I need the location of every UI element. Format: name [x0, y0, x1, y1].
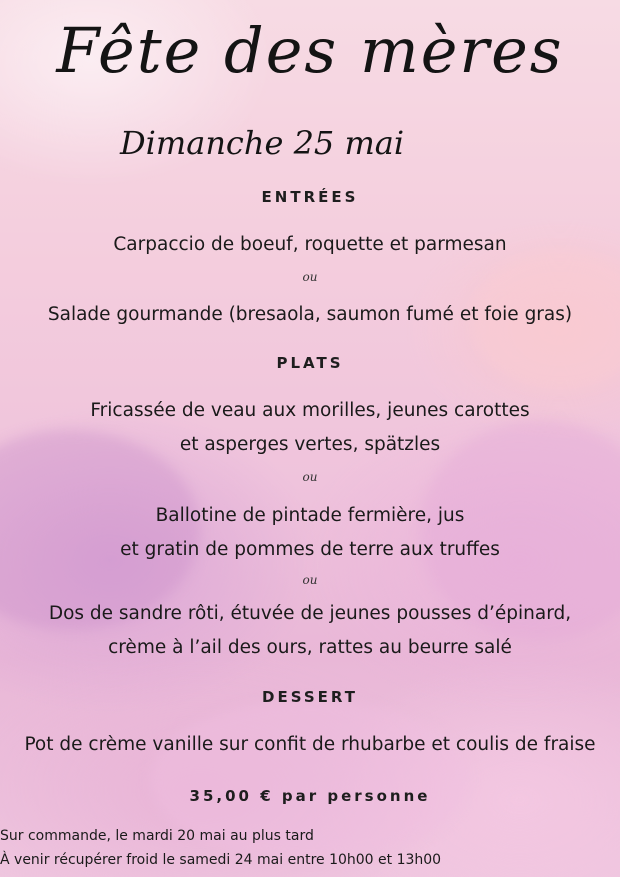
order-note: Sur commande, le mardi 20 mai au plus tard: [0, 828, 314, 844]
section-heading-entrees: ENTRÉES: [261, 188, 359, 206]
dish-item: Pot de crème vanille sur confit de rhubarbe et coulis de fraise: [24, 734, 596, 755]
or-separator: ou: [302, 573, 318, 587]
dish-item: Dos de sandre rôti, étuvée de jeunes pousses d’épinard,: [48, 603, 572, 624]
dish-item: Ballotine de pintade fermière, jus: [155, 505, 465, 526]
price-label: 35,00 € par personne: [189, 787, 431, 805]
dish-item: Carpaccio de boeuf, roquette et parmesan: [113, 234, 507, 255]
section-heading-dessert: DESSERT: [262, 688, 358, 706]
pickup-note: À venir récupérer froid le samedi 24 mai entre 10h00 et 13h00: [0, 852, 442, 868]
dish-item: et asperges vertes, spätzles: [179, 434, 441, 455]
event-date: Dimanche 25 mai: [120, 124, 405, 162]
page-title: Fête des mères: [56, 14, 564, 87]
dish-item: et gratin de pommes de terre aux truffes: [120, 539, 500, 560]
dish-item: Salade gourmande (bresaola, saumon fumé et foie gras): [47, 304, 573, 325]
or-separator: ou: [302, 470, 318, 484]
dish-item: crème à l’ail des ours, rattes au beurre salé: [108, 637, 512, 658]
or-separator: ou: [302, 270, 318, 284]
dish-item: Fricassée de veau aux morilles, jeunes carottes: [90, 400, 530, 421]
section-heading-plats: PLATS: [276, 354, 344, 372]
